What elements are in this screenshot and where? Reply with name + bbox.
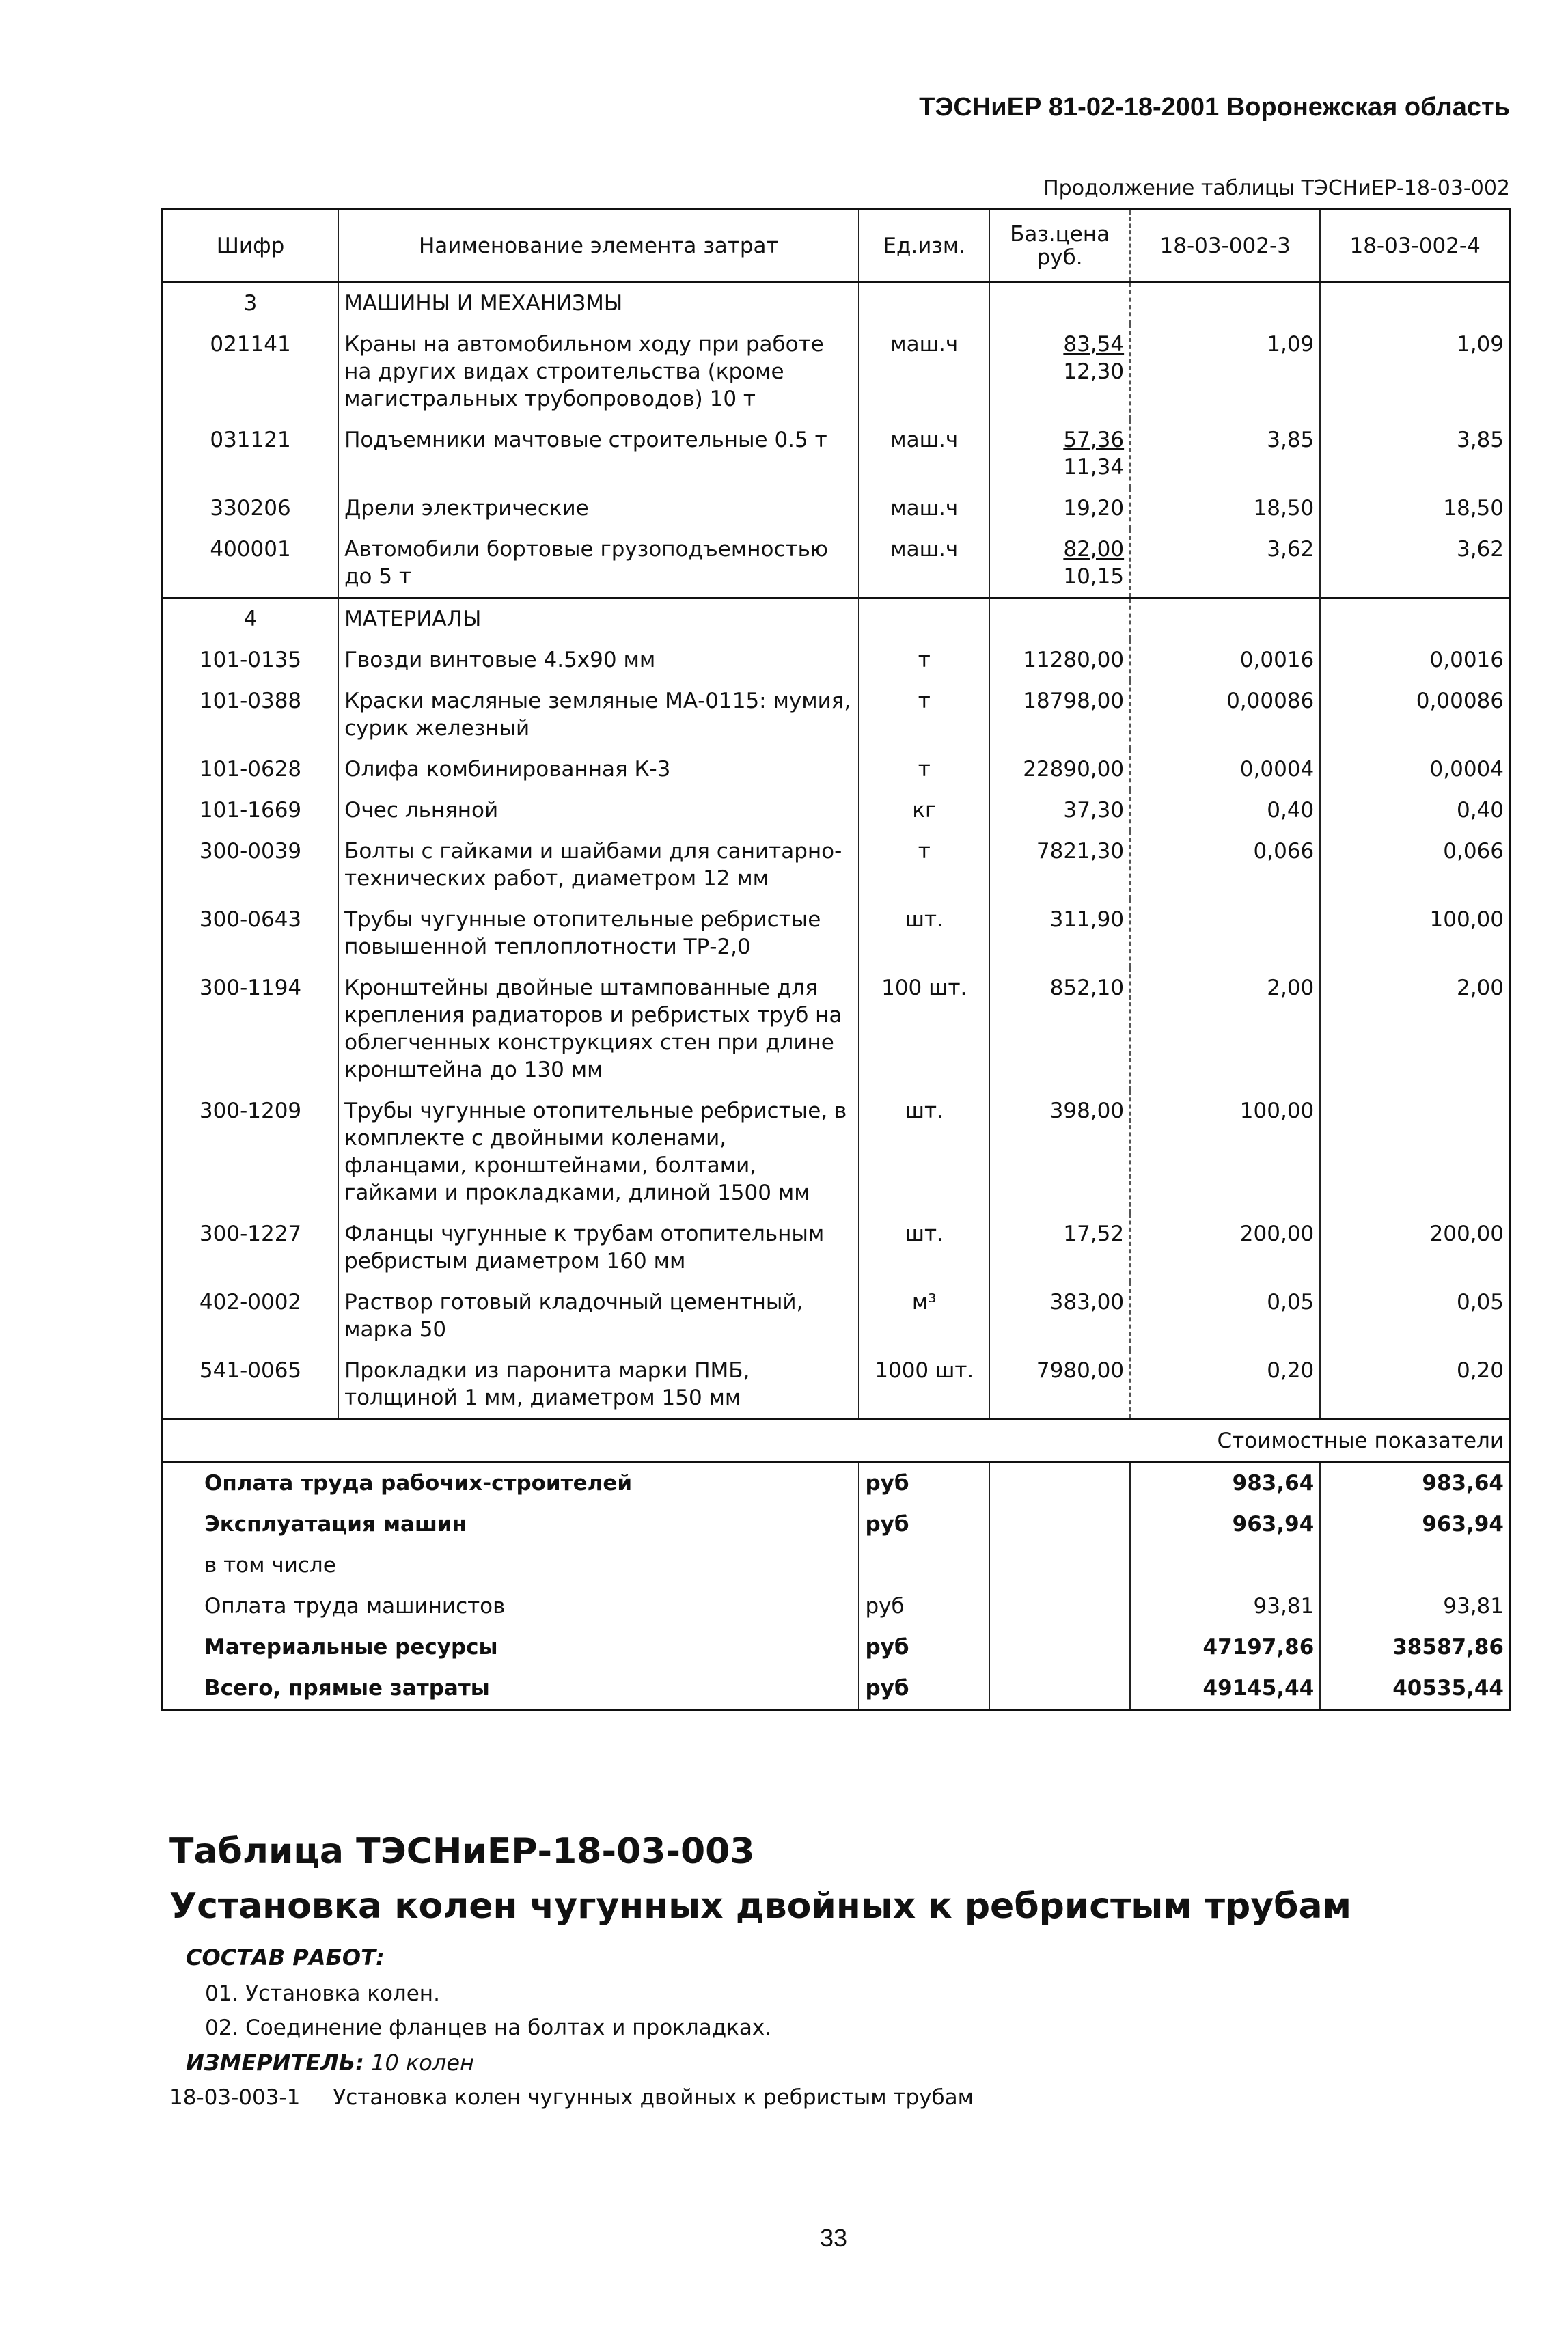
- value-variant-4: 0,05: [1320, 1282, 1510, 1350]
- summary-caption: Стоимостные показатели: [1130, 1420, 1510, 1463]
- column-header-variant-4: 18-03-002-4: [1320, 210, 1510, 282]
- resource-unit: маш.ч: [859, 529, 989, 598]
- resource-price: [989, 488, 1130, 529]
- resource-name: Автомобили бортовые грузоподъемностью до 5 т: [338, 529, 859, 598]
- next-table-subtitle: Установка колен чугунных двойных к ребристым трубам: [169, 1886, 1352, 1927]
- column-header-code: Шифр: [163, 210, 339, 282]
- norm-name: Установка колен чугунных двойных к ребристым трубам: [333, 2085, 974, 2110]
- work-item: 02. Соединение фланцев на болтах и прокладках.: [205, 2016, 772, 2040]
- value-variant-3: [1130, 899, 1320, 967]
- price-sub: 11,34: [1063, 455, 1125, 480]
- resource-price: [989, 1090, 1130, 1213]
- price-main: 37,30: [1063, 798, 1125, 823]
- value-variant-4: 0,40: [1320, 790, 1510, 831]
- table-row: [163, 680, 1511, 749]
- section-number: 4: [163, 598, 339, 640]
- empty-cell: [989, 282, 1130, 325]
- price-main: 398,00: [1049, 1099, 1125, 1123]
- resource-code: 300-1227: [199, 1222, 302, 1246]
- summary-value-variant-3: 963,94: [1130, 1504, 1320, 1545]
- resource-unit: маш.ч: [859, 488, 989, 529]
- column-header-price: Баз.цена руб.: [989, 210, 1130, 282]
- summary-value-variant-3: 47197,86: [1130, 1627, 1320, 1668]
- table-row: [163, 640, 1511, 680]
- summary-row: [163, 1462, 1511, 1504]
- empty-cell: [1320, 598, 1510, 640]
- price-main: 57,36: [1063, 428, 1125, 452]
- resource-code: 402-0002: [199, 1290, 302, 1315]
- value-variant-4: 0,0004: [1320, 749, 1510, 790]
- price-main: 18798,00: [1023, 689, 1125, 713]
- summary-body: [163, 1420, 1511, 1710]
- price-main: 852,10: [1049, 976, 1125, 1000]
- resource-name: Подъемники мачтовые строительные 0.5 т: [338, 420, 859, 488]
- resource-unit: 100 шт.: [859, 967, 989, 1090]
- resource-code: 101-1669: [199, 798, 302, 823]
- empty-cell: [989, 1668, 1130, 1710]
- resource-price: [989, 790, 1130, 831]
- meter-value: 10 колен: [371, 2050, 474, 2076]
- page-number: 33: [820, 2224, 848, 2252]
- empty-cell: [859, 282, 989, 325]
- resource-unit: маш.ч: [859, 420, 989, 488]
- meter-label: ИЗМЕРИТЕЛЬ:: [186, 2050, 364, 2076]
- table-row: [163, 967, 1511, 1090]
- summary-value-variant-3: 93,81: [1130, 1586, 1320, 1627]
- resource-price: [989, 1350, 1130, 1420]
- value-variant-3: 3,85: [1130, 420, 1320, 488]
- resource-unit: т: [859, 680, 989, 749]
- summary-row: [163, 1668, 1511, 1710]
- empty-cell: [163, 1420, 1131, 1463]
- value-variant-3: 0,20: [1130, 1350, 1320, 1420]
- resource-price: [989, 529, 1130, 598]
- summary-value-variant-3: 983,64: [1130, 1462, 1320, 1504]
- summary-label: Оплата труда рабочих-строителей: [204, 1471, 633, 1496]
- value-variant-4: 2,00: [1320, 967, 1510, 1090]
- price-main: 7980,00: [1036, 1358, 1125, 1383]
- empty-cell: [989, 1504, 1130, 1545]
- price-main: 311,90: [1049, 907, 1125, 932]
- section-title: МАТЕРИАЛЫ: [338, 598, 859, 640]
- summary-value-variant-4: [1320, 1545, 1510, 1586]
- resource-name: Дрели электрические: [338, 488, 859, 529]
- value-variant-4: [1320, 1090, 1510, 1213]
- page-header: ТЭСНиЕР 81-02-18-2001 Воронежская область: [919, 93, 1510, 122]
- value-variant-3: 2,00: [1130, 967, 1320, 1090]
- value-variant-4: 18,50: [1320, 488, 1510, 529]
- resource-code: 101-0388: [199, 689, 302, 713]
- resource-unit: маш.ч: [859, 324, 989, 420]
- empty-cell: [989, 598, 1130, 640]
- table-row: [163, 831, 1511, 899]
- resource-unit: т: [859, 749, 989, 790]
- resource-price: [989, 967, 1130, 1090]
- summary-row: [163, 1504, 1511, 1545]
- resource-name: Кронштейны двойные штампованные для крепления радиаторов и ребристых труб на облегченных конструкциях стен при длине кронштейна до 130 мм: [338, 967, 859, 1090]
- resource-price: [989, 324, 1130, 420]
- table-row: [163, 1350, 1511, 1420]
- price-sub: 12,30: [1063, 359, 1125, 384]
- work-item: 01. Установка колен.: [205, 1981, 440, 2006]
- resource-code: 101-0135: [199, 648, 302, 672]
- summary-value-variant-4: 40535,44: [1320, 1668, 1510, 1710]
- resource-code: 300-1209: [199, 1099, 302, 1123]
- resource-unit: кг: [859, 790, 989, 831]
- empty-cell: [989, 1462, 1130, 1504]
- resource-price: [989, 749, 1130, 790]
- resource-code: 400001: [210, 537, 291, 562]
- next-table-title: Таблица ТЭСНиЕР-18-03-003: [169, 1831, 755, 1872]
- resource-code: 101-0628: [199, 757, 302, 782]
- summary-value-variant-4: 93,81: [1320, 1586, 1510, 1627]
- summary-row: [163, 1586, 1511, 1627]
- value-variant-3: 200,00: [1130, 1213, 1320, 1282]
- resource-name: Болты с гайками и шайбами для санитарно-технических работ, диаметром 12 мм: [338, 831, 859, 899]
- summary-unit: руб: [859, 1504, 989, 1545]
- table-row: [163, 1213, 1511, 1282]
- value-variant-4: 3,62: [1320, 529, 1510, 598]
- resource-code: 300-1194: [199, 976, 302, 1000]
- summary-caption-row: [163, 1420, 1511, 1463]
- summary-value-variant-4: 963,94: [1320, 1504, 1510, 1545]
- summary-value-variant-3: 49145,44: [1130, 1668, 1320, 1710]
- table-row: [163, 899, 1511, 967]
- resource-price: [989, 831, 1130, 899]
- table-body: [163, 282, 1511, 1420]
- empty-cell: [1130, 282, 1320, 325]
- summary-unit: [859, 1545, 989, 1586]
- resource-name: Трубы чугунные отопительные ребристые, в комплекте с двойными коленами, фланцами, кронштейнами, болтами, гайками и прокладками, длиной 1500 мм: [338, 1090, 859, 1213]
- resource-name: Трубы чугунные отопительные ребристые повышенной теплоплотности ТР-2,0: [338, 899, 859, 967]
- value-variant-3: 0,0016: [1130, 640, 1320, 680]
- column-header-name: Наименование элемента затрат: [338, 210, 859, 282]
- resource-unit: т: [859, 831, 989, 899]
- empty-cell: [1130, 598, 1320, 640]
- resource-name: Очес льняной: [338, 790, 859, 831]
- value-variant-3: 1,09: [1130, 324, 1320, 420]
- column-header-variant-3: 18-03-002-3: [1130, 210, 1320, 282]
- table-continuation-label: Продолжение таблицы ТЭСНиЕР-18-03-002: [1043, 176, 1510, 200]
- resource-unit: шт.: [859, 899, 989, 967]
- summary-unit: руб: [859, 1627, 989, 1668]
- code-line: [169, 2085, 974, 2110]
- table-row: [163, 324, 1511, 420]
- value-variant-4: 0,0016: [1320, 640, 1510, 680]
- summary-unit: руб: [859, 1462, 989, 1504]
- price-main: 19,20: [1063, 496, 1125, 521]
- empty-cell: [989, 1586, 1130, 1627]
- resource-unit: т: [859, 640, 989, 680]
- resource-name: Олифа комбинированная К-3: [338, 749, 859, 790]
- value-variant-3: 0,05: [1130, 1282, 1320, 1350]
- section-title: МАШИНЫ И МЕХАНИЗМЫ: [338, 282, 859, 325]
- resource-code: 300-0039: [199, 839, 302, 864]
- price-main: 11280,00: [1023, 648, 1125, 672]
- resource-code: 541-0065: [199, 1358, 302, 1383]
- resource-name: Краны на автомобильном ходу при работе на других видах строительства (кроме магистральных трубопроводов) 10 т: [338, 324, 859, 420]
- summary-label: Эксплуатация машин: [204, 1512, 467, 1537]
- table-row: [163, 488, 1511, 529]
- value-variant-3: 3,62: [1130, 529, 1320, 598]
- resource-unit: шт.: [859, 1090, 989, 1213]
- price-main: 83,54: [1063, 332, 1125, 357]
- resource-code: 330206: [210, 496, 291, 521]
- table-header-row: [163, 210, 1511, 282]
- empty-cell: [989, 1545, 1130, 1586]
- table-row: [163, 529, 1511, 598]
- price-sub: 10,15: [1063, 564, 1125, 589]
- norm-code: 18-03-003-1: [169, 2085, 301, 2110]
- summary-unit: руб: [859, 1586, 989, 1627]
- summary-value-variant-4: 38587,86: [1320, 1627, 1510, 1668]
- price-main: 7821,30: [1036, 839, 1125, 864]
- value-variant-3: 18,50: [1130, 488, 1320, 529]
- summary-value-variant-4: 983,64: [1320, 1462, 1510, 1504]
- summary-value-variant-3: [1130, 1545, 1320, 1586]
- section-row: [163, 598, 1511, 640]
- value-variant-3: 0,40: [1130, 790, 1320, 831]
- resource-price: [989, 899, 1130, 967]
- column-header-unit: Ед.изм.: [859, 210, 989, 282]
- price-main: 383,00: [1049, 1290, 1125, 1315]
- value-variant-4: 100,00: [1320, 899, 1510, 967]
- section-row: [163, 282, 1511, 325]
- table-row: [163, 790, 1511, 831]
- summary-label: Оплата труда машинистов: [204, 1594, 506, 1619]
- value-variant-3: 0,00086: [1130, 680, 1320, 749]
- meter-line: [186, 2050, 474, 2076]
- resource-code: 300-0643: [199, 907, 302, 932]
- resource-name: Гвозди винтовые 4.5x90 мм: [338, 640, 859, 680]
- summary-label: в том числе: [204, 1553, 336, 1578]
- resource-name: Раствор готовый кладочный цементный, марка 50: [338, 1282, 859, 1350]
- price-main: 17,52: [1063, 1222, 1125, 1246]
- value-variant-4: 1,09: [1320, 324, 1510, 420]
- resource-unit: шт.: [859, 1213, 989, 1282]
- works-label: СОСТАВ РАБОТ:: [186, 1944, 385, 1970]
- value-variant-3: 100,00: [1130, 1090, 1320, 1213]
- empty-cell: [1320, 282, 1510, 325]
- value-variant-4: 0,00086: [1320, 680, 1510, 749]
- value-variant-3: 0,0004: [1130, 749, 1320, 790]
- resource-code: 021141: [210, 332, 291, 357]
- resource-name: Прокладки из паронита марки ПМБ, толщиной 1 мм, диаметром 150 мм: [338, 1350, 859, 1420]
- summary-label: Материальные ресурсы: [204, 1635, 498, 1660]
- resource-price: [989, 640, 1130, 680]
- table-row: [163, 749, 1511, 790]
- resource-price: [989, 1282, 1130, 1350]
- empty-cell: [989, 1627, 1130, 1668]
- value-variant-4: 0,20: [1320, 1350, 1510, 1420]
- resource-unit: м³: [859, 1282, 989, 1350]
- resource-price: [989, 680, 1130, 749]
- value-variant-4: 3,85: [1320, 420, 1510, 488]
- resource-name: Краски масляные земляные МА-0115: мумия, сурик железный: [338, 680, 859, 749]
- price-main: 82,00: [1063, 537, 1125, 562]
- value-variant-4: 200,00: [1320, 1213, 1510, 1282]
- resource-name: Фланцы чугунные к трубам отопительным ребристым диаметром 160 мм: [338, 1213, 859, 1282]
- resource-code: 031121: [210, 428, 291, 452]
- price-main: 22890,00: [1023, 757, 1125, 782]
- summary-unit: руб: [859, 1668, 989, 1710]
- table-row: [163, 420, 1511, 488]
- resource-price: [989, 1213, 1130, 1282]
- resource-unit: 1000 шт.: [859, 1350, 989, 1420]
- summary-label: Всего, прямые затраты: [204, 1676, 490, 1701]
- table-row: [163, 1282, 1511, 1350]
- value-variant-3: 0,066: [1130, 831, 1320, 899]
- value-variant-4: 0,066: [1320, 831, 1510, 899]
- summary-row: [163, 1627, 1511, 1668]
- resource-table: [161, 208, 1511, 1711]
- empty-cell: [859, 598, 989, 640]
- table-row: [163, 1090, 1511, 1213]
- summary-row: [163, 1545, 1511, 1586]
- resource-price: [989, 420, 1130, 488]
- section-number: 3: [163, 282, 339, 325]
